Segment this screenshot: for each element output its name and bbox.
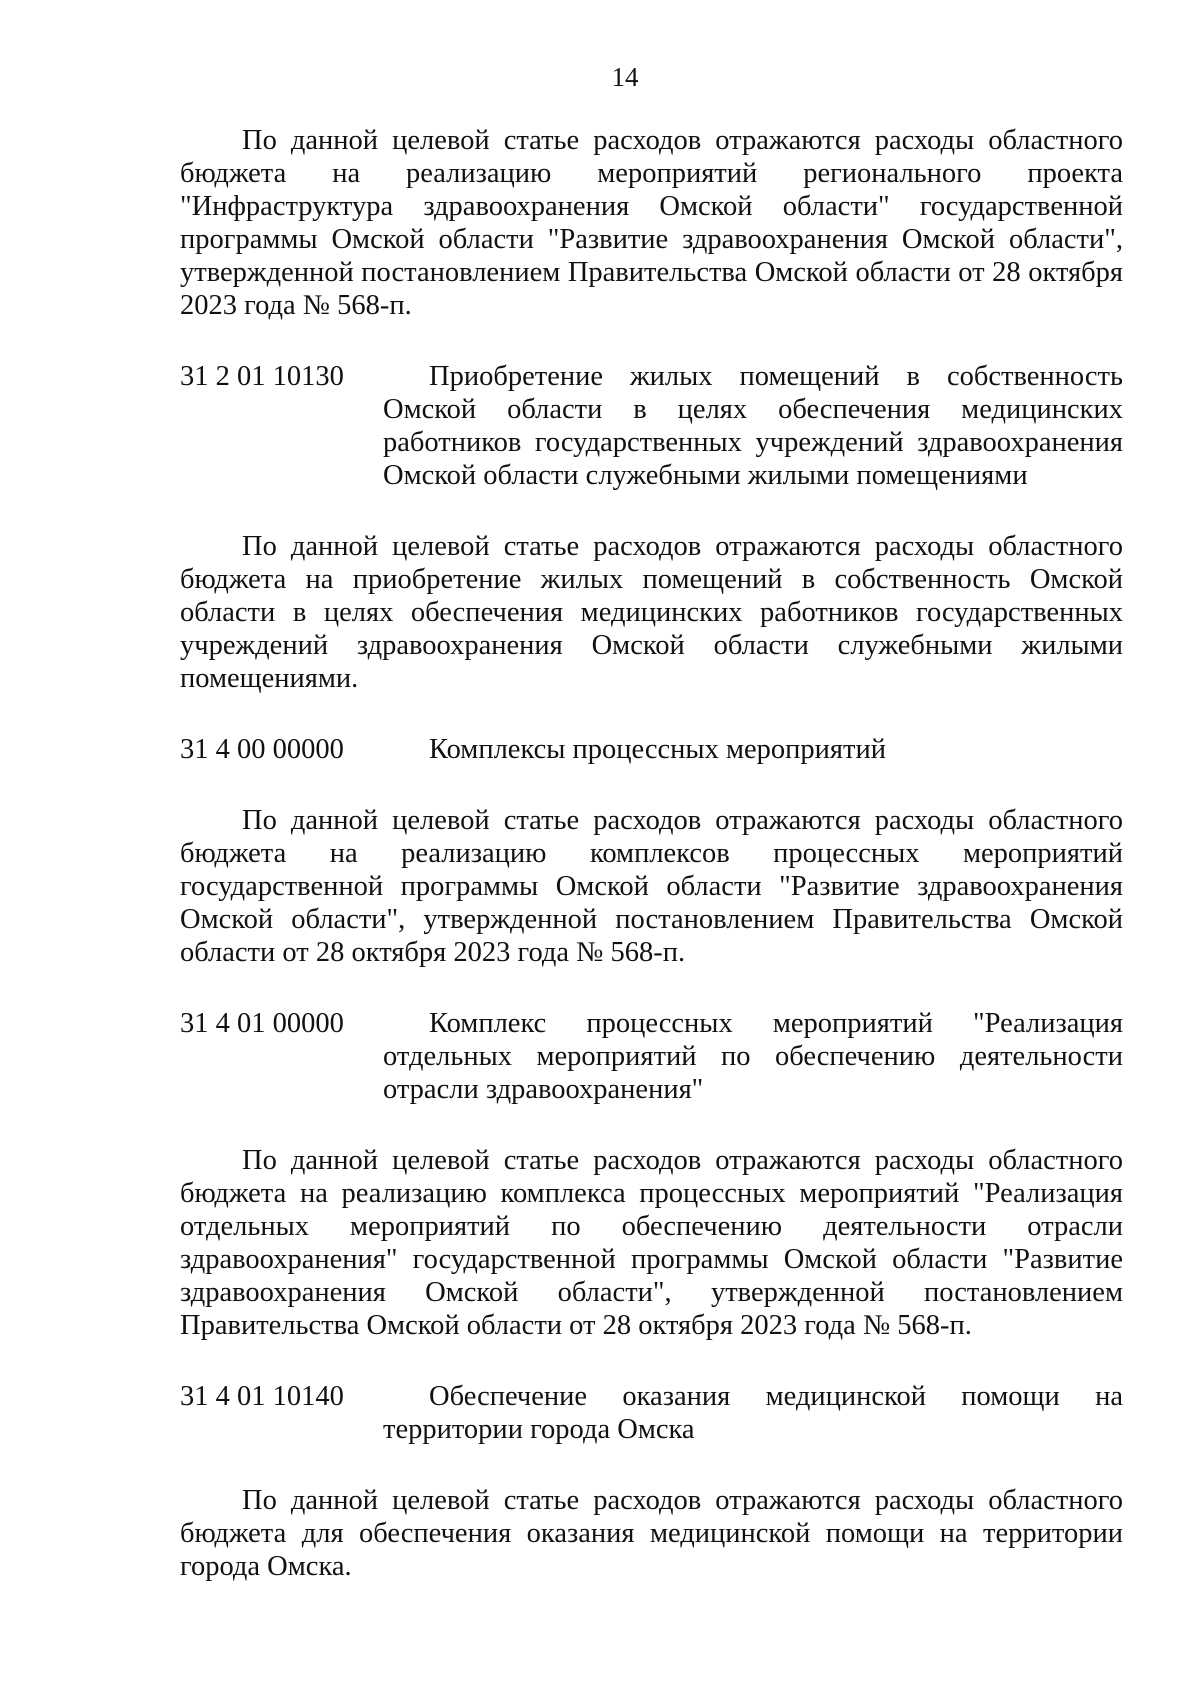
budget-code: 31 2 01 10130 <box>180 361 344 392</box>
budget-entry-title: Комплекс процессных мероприятий "Реализация отдельных мероприятий по обеспечению деятельности отрасли здравоохранения" <box>383 1008 1123 1105</box>
paragraph-omsk-medical-care: По данной целевой статье расходов отражаются расходы областного бюджета для обеспечения оказания медицинской помощи на территории города Омска. <box>180 1485 1123 1582</box>
budget-entry-31-4-01-00000 <box>180 1007 1123 1106</box>
budget-code: 31 4 00 00000 <box>180 734 344 765</box>
budget-entry-title: Приобретение жилых помещений в собственность Омской области в целях обеспечения медицинских работников государственных учреждений здравоохранения Омской области служебными жилыми помещениями <box>383 361 1123 491</box>
page-number: 14 <box>611 62 639 92</box>
budget-entry-31-2-01-10130 <box>180 360 1123 492</box>
budget-code: 31 4 01 10140 <box>180 1381 344 1412</box>
paragraph-housing-acquisition: По данной целевой статье расходов отражаются расходы областного бюджета на приобретение жилых помещений в собственность Омской области в целях обеспечения медицинских работников государственных учреждений здравоохранения Омской области служебными жилыми помещениями. <box>180 531 1123 694</box>
document-body <box>180 124 1123 1583</box>
budget-code: 31 4 01 00000 <box>180 1008 344 1039</box>
budget-entry-title: Комплексы процессных мероприятий <box>429 734 886 765</box>
budget-entry-title: Обеспечение оказания медицинской помощи на территории города Омска <box>383 1381 1123 1445</box>
budget-entry-31-4-01-10140 <box>180 1380 1123 1446</box>
budget-entry-31-4-00-00000 <box>180 733 1123 766</box>
paragraph-infrastructure-project: По данной целевой статье расходов отражаются расходы областного бюджета на реализацию мероприятий регионального проекта "Инфраструктура здравоохранения Омской области" государственной программы Омской области "Развитие здравоохранения Омской области", утвержденной постановлением Правительства Омской области от 28 октября 2023 года № 568-п. <box>180 125 1123 321</box>
paragraph-process-complex-implementation: По данной целевой статье расходов отражаются расходы областного бюджета на реализацию комплекса процессных мероприятий "Реализация отдельных мероприятий по обеспечению деятельности отрасли здравоохранения" государственной программы Омской области "Развитие здравоохранения Омской области", утвержденной постановлением Правительства Омской области от 28 октября 2023 года № 568-п. <box>180 1145 1123 1341</box>
paragraph-process-complexes: По данной целевой статье расходов отражаются расходы областного бюджета на реализацию комплексов процессных мероприятий государственной программы Омской области "Развитие здравоохранения Омской области", утвержденной постановлением Правительства Омской области от 28 октября 2023 года № 568-п. <box>180 805 1123 968</box>
